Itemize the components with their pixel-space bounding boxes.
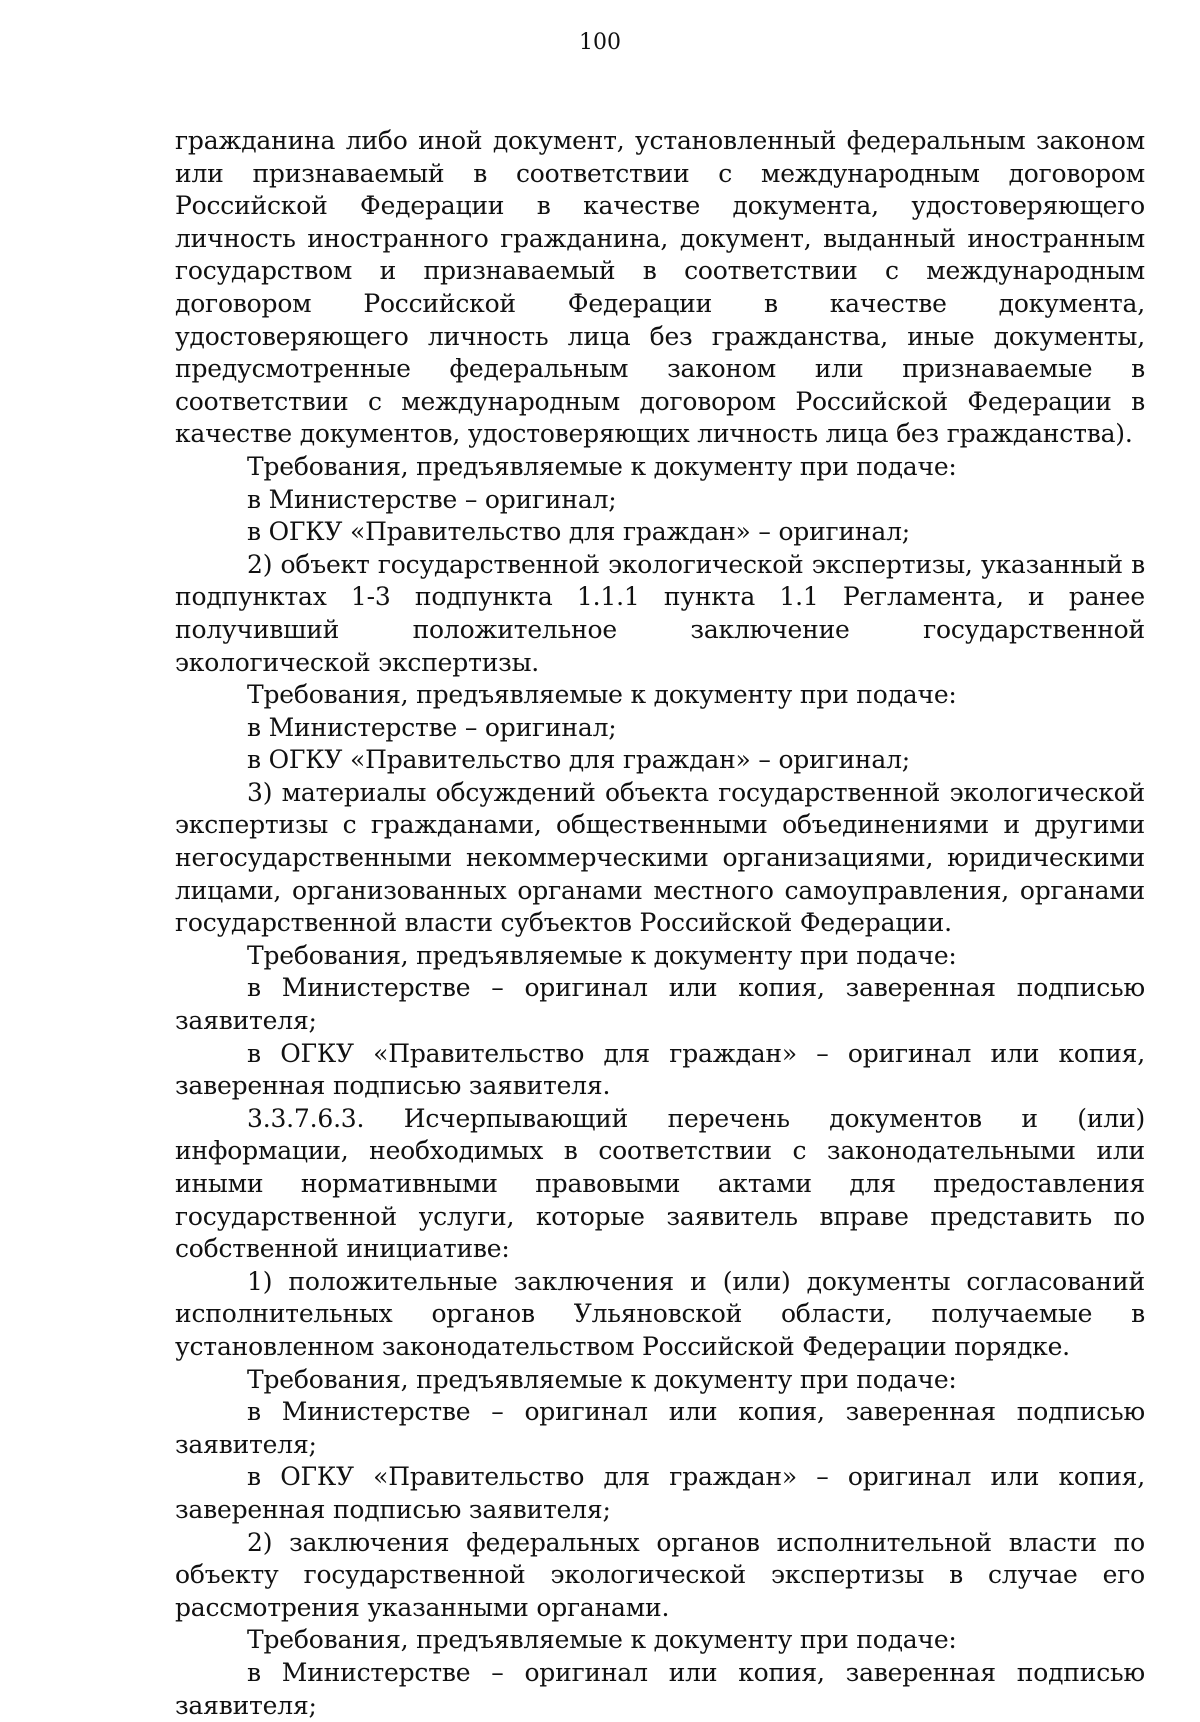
paragraph-18: Требования, предъявляемые к документу при подаче: [247, 1625, 957, 1655]
paragraph-1: Требования, предъявляемые к документу при подаче: [247, 451, 957, 481]
paragraph-16: в ОГКУ «Правительство для граждан» – оригинал или копия, заверенная подписью заявителя; [175, 1462, 1145, 1524]
paragraph-6: в Министерстве – оригинал; [247, 712, 617, 742]
paragraph-2: в Министерстве – оригинал; [247, 484, 617, 514]
paragraph-11: в ОГКУ «Правительство для граждан» – оригинал или копия, заверенная подписью заявителя. [175, 1038, 1145, 1101]
paragraph-10: в Министерстве – оригинал или копия, заверенная подписью заявителя; [175, 973, 1145, 1036]
page-number: 100 [579, 30, 621, 55]
paragraph-7: в ОГКУ «Правительство для граждан» – оригинал; [247, 745, 910, 775]
paragraph-14: Требования, предъявляемые к документу при подаче: [247, 1364, 957, 1394]
paragraph-17: 2) заключения федеральных органов исполнительной власти по объекту государственной экологической экспертизы в случае его рассмотрения указанными органами. [175, 1527, 1145, 1622]
paragraph-13: 1) положительные заключения и (или) документы согласований исполнительных органов Ульяновской области, получаемые в установленном законодательством Российской Федерации порядке. [175, 1266, 1145, 1361]
paragraph-0: гражданина либо иной документ, установленный федеральным законом или признаваемый в соответствии с международным договором Российской Федерации в качестве документа, удостоверяющего личность иностранного гражданина, документ, выданный иностранным государством и признаваемый в соответствии с международным договором Российской Федерации в качестве документа, удостоверяющего личность лица без гражданства, иные документы, предусмотренные федеральным законом или признаваемые в соответствии с международным договором Российской Федерации в качестве документов, удостоверяющих личность лица без гражданства). [175, 126, 1145, 449]
paragraph-8: 3) материалы обсуждений объекта государственной экологической экспертизы с гражданами, общественными объединениями и другими негосударственными некоммерческими организациями, юридическими лицами, организованных органами местного самоуправления, органами государственной власти субъектов Российской Федерации. [175, 777, 1145, 938]
paragraph-3: в ОГКУ «Правительство для граждан» – оригинал; [247, 517, 910, 547]
paragraph-9: Требования, предъявляемые к документу при подаче: [247, 940, 957, 970]
paragraph-4: 2) объект государственной экологической экспертизы, указанный в подпунктах 1-3 подпункта 1.1.1 пункта 1.1 Регламента, и ранее получивший положительное заключение государственной экологической экспертизы. [175, 549, 1145, 677]
paragraph-15: в Министерстве – оригинал или копия, заверенная подписью заявителя; [175, 1397, 1145, 1459]
paragraph-19: в Министерстве – оригинал или копия, заверенная подписью заявителя; [175, 1657, 1145, 1720]
paragraph-5: Требования, предъявляемые к документу при подаче: [247, 680, 957, 710]
document-body [175, 125, 1145, 1722]
paragraph-12: 3.3.7.6.3. Исчерпывающий перечень документов и (или) информации, необходимых в соответствии с законодательными или иными нормативными правовыми актами для предоставления государственной услуги, которые заявитель вправе представить по собственной инициативе: [175, 1103, 1145, 1264]
